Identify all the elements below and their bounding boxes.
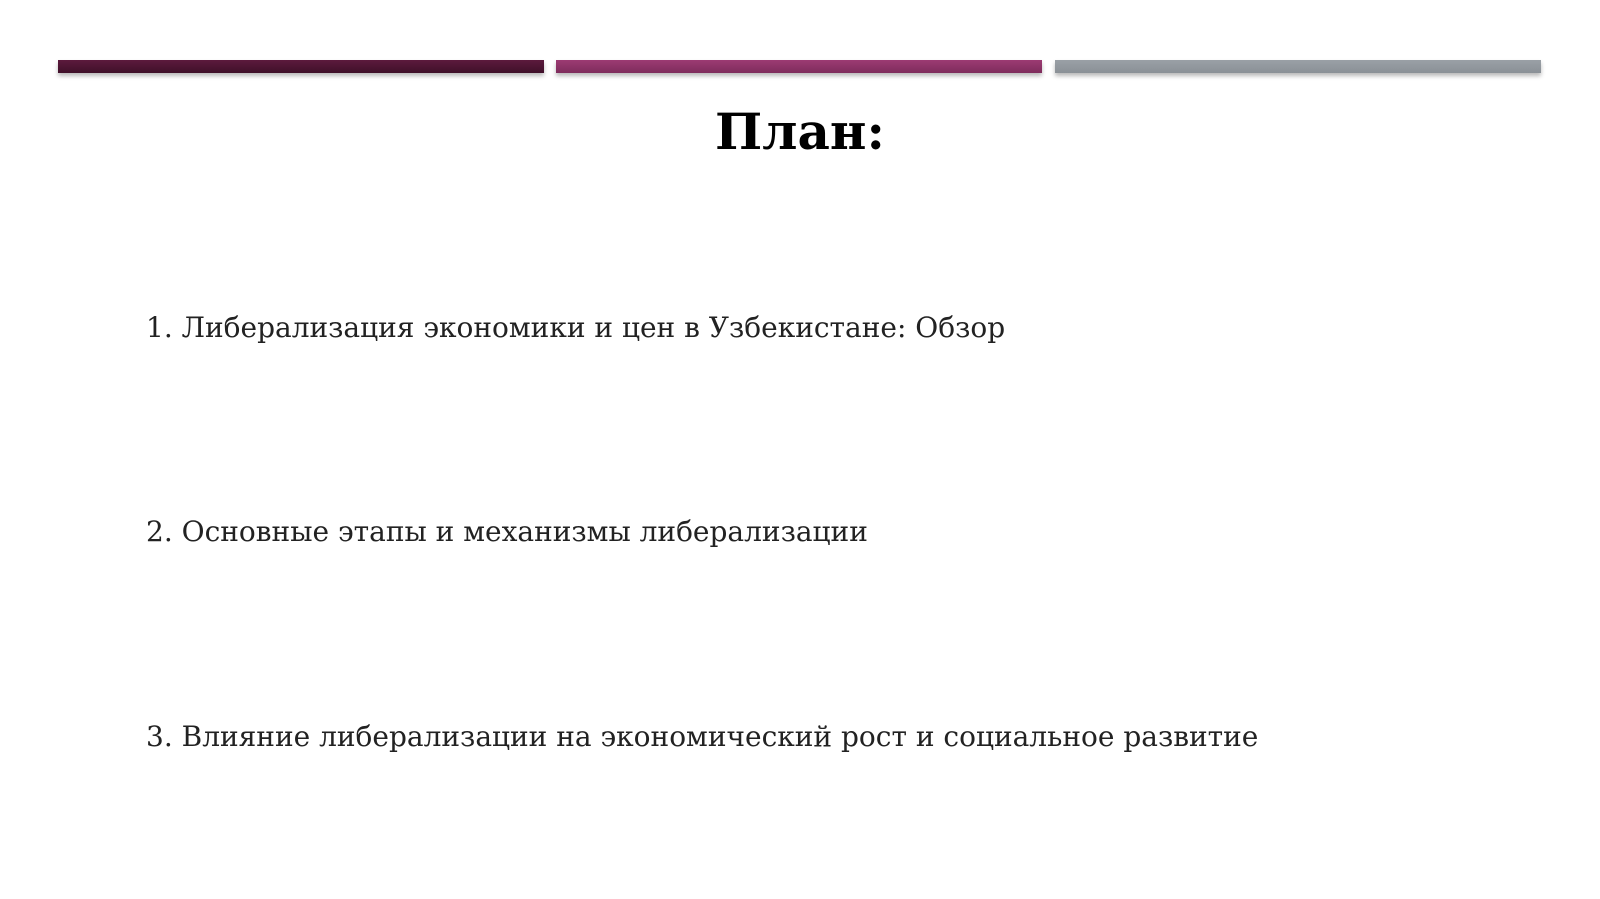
plan-item-2: 2. Основные этапы и механизмы либерализации — [146, 515, 868, 548]
plan-item-1: 1. Либерализация экономики и цен в Узбекистане: Обзор — [146, 311, 1006, 344]
accent-bar-dark-plum — [58, 60, 544, 73]
decorative-bars — [58, 60, 1541, 74]
accent-bar-gray — [1055, 60, 1541, 73]
plan-item-3: 3. Влияние либерализации на экономический рост и социальное развитие — [146, 720, 1259, 753]
slide-title: План: — [715, 102, 885, 161]
accent-bar-magenta — [556, 60, 1042, 73]
